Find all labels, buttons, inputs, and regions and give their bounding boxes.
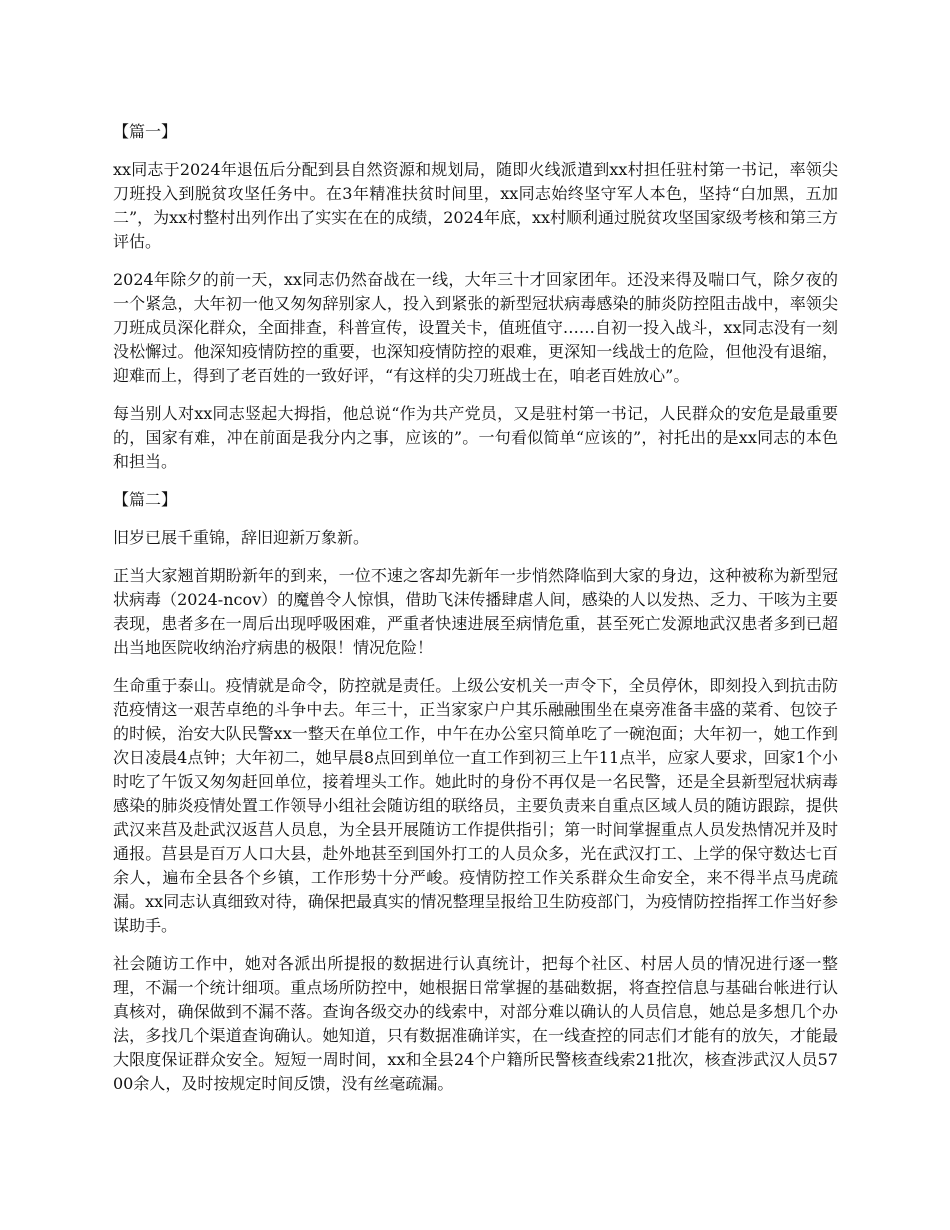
paragraph-2: 2024年除夕的前一天，xx同志仍然奋战在一线，大年三十才回家团年。还没来得及喘口气，除夕夜的一个紧急，大年初一他又匆匆辞别家人，投入到紧张的新型冠状病毒感染的肺炎防控阻击战中，率领尖刀班成员深化群众，全面排查，科普宣传，设置关卡，值班值守……自初一投入战斗，xx同志没有一刻没松懈过。他深知疫情防控的重要，也深知疫情防控的艰难，更深知一线战士的危险，但他没有退缩，迎难而上，得到了老百姓的一致好评，“有这样的尖刀班战士在，咱老百姓放心”。: [113, 270, 838, 385]
document-page: [113, 120, 838, 1110]
section-heading-2: 【篇二】: [113, 490, 178, 509]
paragraph-1: xx同志于2024年退伍后分配到县自然资源和规划局，随即火线派遣到xx村担任驻村第一书记，率领尖刀班投入到脱贫攻坚任务中。在3年精准扶贫时间里，xx同志始终坚守军人本色，坚持“白加黑，五加二”，为xx村整村出列作出了实实在在的成绩，2024年底，xx村顺利通过脱贫攻坚国家级考核和第三方评估。: [113, 160, 838, 251]
paragraph-5: 正当大家翘首期盼新年的到来，一位不速之客却先新年一步悄然降临到大家的身边，这种被称为新型冠状病毒（2024-ncov）的魔兽令人惊惧，借助飞沫传播肆虐人间，感染的人以发热、乏力、干咳为主要表现，患者多在一周后出现呼吸困难，严重者快速进展至病情危重，甚至死亡发源地武汉患者多到已超出当地医院收纳治疗病患的极限！情况危险！: [113, 566, 838, 657]
paragraph-7: 社会随访工作中，她对各派出所提报的数据进行认真统计，把每个社区、村居人员的情况进行逐一整理，不漏一个统计细项。重点场所防控中，她根据日常掌握的基础数据，将查控信息与基础台帐进行认真核对，确保做到不漏不落。查询各级交办的线索中，对部分难以确认的人员信息，她总是多想几个办法，多找几个渠道查询确认。她知道，只有数据准确详实，在一线查控的同志们才能有的放矢，才能最大限度保证群众安全。短短一周时间，xx和全县24个户籍所民警核查线索21批次，核查涉武汉人员5700余人，及时按规定时间反馈，没有丝毫疏漏。: [113, 954, 838, 1093]
paragraph-3: 每当别人对xx同志竖起大拇指，他总说“作为共产党员，又是驻村第一书记，人民群众的安危是最重要的，国家有难，冲在前面是我分内之事，应该的”。一句看似简单“应该的”，衬托出的是xx同志的本色和担当。: [113, 404, 838, 471]
paragraph-6: 生命重于泰山。疫情就是命令，防控就是责任。上级公安机关一声令下，全员停休，即刻投入到抗击防范疫情这一艰苦卓绝的斗争中去。年三十，正当家家户户其乐融融围坐在桌旁准备丰盛的菜肴、包饺子的时候，治安大队民警xx一整天在单位工作，中午在办公室只简单吃了一碗泡面；大年初一，她工作到次日凌晨4点钟；大年初二，她早晨8点回到单位一直工作到初三上午11点半，应家人要求，回家1个小时吃了午饭又匆匆赶回单位，接着埋头工作。她此时的身份不再仅是一名民警，还是全县新型冠状病毒感染的肺炎疫情处置工作领导小组社会随访组的联络员，主要负责来自重点区域人员的随访跟踪，提供武汉来莒及赴武汉返莒人员息，为全县开展随访工作提供指引；第一时间掌握重点人员发热情况并及时通报。莒县是百万人口大县，赴外地甚至到国外打工的人员众多，光在武汉打工、上学的保守数达七百余人，遍布全县各个乡镇，工作形势十分严峻。疫情防控工作关系群众生命安全，来不得半点马虎疏漏。xx同志认真细致对待，确保把最真实的情况整理呈报给卫生防疫部门，为疫情防控指挥工作当好参谋助手。: [113, 676, 838, 935]
section-heading-1: 【篇一】: [113, 122, 178, 141]
paragraph-4: 旧岁已展千重锦，辞旧迎新万象新。: [113, 528, 370, 547]
